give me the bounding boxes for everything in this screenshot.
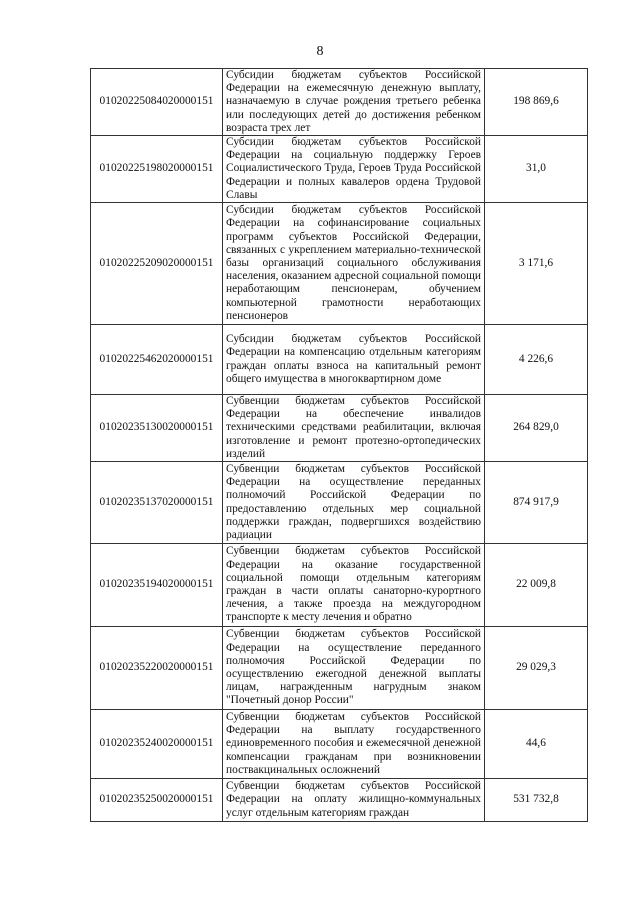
budget-code: 01020235240020000151 xyxy=(91,710,223,779)
table-row xyxy=(91,203,588,325)
budget-description: Субсидии бюджетам субъектов Российской Федерации на социальную поддержку Героев Социалистического Труда, Героев Труда Российской Федерации и полных кавалеров ордена Трудовой Славы xyxy=(223,136,485,203)
table-row xyxy=(91,627,588,710)
budget-code: 01020225084020000151 xyxy=(91,69,223,136)
budget-code: 01020225198020000151 xyxy=(91,136,223,203)
table-row xyxy=(91,710,588,779)
budget-description: Субвенции бюджетам субъектов Российской Федерации на оплату жилищно-коммунальных услуг отдельным категориям граждан xyxy=(223,779,485,822)
budget-amount: 264 829,0 xyxy=(485,395,588,462)
budget-description: Субсидии бюджетам субъектов Российской Федерации на компенсацию отдельным категориям граждан оплаты взноса на капитальный ремонт общего имущества в многоквартирном доме xyxy=(223,325,485,395)
budget-amount: 4 226,6 xyxy=(485,325,588,395)
budget-description: Субвенции бюджетам субъектов Российской Федерации на выплату государственного единовременного пособия и ежемесячной денежной компенсации гражданам при возникновении поствакцинальных осложнений xyxy=(223,710,485,779)
budget-amount: 44,6 xyxy=(485,710,588,779)
budget-code: 01020235250020000151 xyxy=(91,779,223,822)
table-row xyxy=(91,462,588,544)
table-row xyxy=(91,779,588,822)
table-row xyxy=(91,395,588,462)
budget-code: 01020235137020000151 xyxy=(91,462,223,544)
budget-code: 01020225209020000151 xyxy=(91,203,223,325)
budget-description: Субвенции бюджетам субъектов Российской Федерации на оказание государственной социальной помощи отдельным категориям граждан в части оплаты санаторно-курортного лечения, а также проезда на междугородном транспорте к месту лечения и обратно xyxy=(223,544,485,627)
table-row xyxy=(91,136,588,203)
budget-amount: 3 171,6 xyxy=(485,203,588,325)
budget-amount: 22 009,8 xyxy=(485,544,588,627)
budget-description: Субсидии бюджетам субъектов Российской Федерации на софинансирование социальных программ субъектов Российской Федерации, связанных с укреплением материально-технической базы организаций социального обслуживания населения, оказанием адресной социальной помощи неработающим пенсионерам, обучением компьютерной грамотности неработающих пенсионеров xyxy=(223,203,485,325)
budget-table xyxy=(90,68,588,822)
budget-description: Субвенции бюджетам субъектов Российской Федерации на осуществление переданного полномочия Российской Федерации по осуществлению ежегодной денежной выплаты лицам, награжденным нагрудным знаком "Почетный донор России" xyxy=(223,627,485,710)
table-row xyxy=(91,544,588,627)
budget-description: Субвенции бюджетам субъектов Российской Федерации на осуществление переданных полномочий Российской Федерации по предоставлению отдельных мер социальной поддержки граждан, подвергшихся воздействию радиации xyxy=(223,462,485,544)
budget-amount: 198 869,6 xyxy=(485,69,588,136)
page-number: 8 xyxy=(316,44,324,59)
budget-amount: 31,0 xyxy=(485,136,588,203)
table-row xyxy=(91,69,588,136)
budget-description: Субсидии бюджетам субъектов Российской Федерации на ежемесячную денежную выплату, назначаемую в случае рождения третьего ребенка или последующих детей до достижения ребенком возраста трех лет xyxy=(223,69,485,136)
budget-amount: 874 917,9 xyxy=(485,462,588,544)
budget-code: 01020235130020000151 xyxy=(91,395,223,462)
budget-table-body xyxy=(91,69,588,822)
budget-code: 01020235220020000151 xyxy=(91,627,223,710)
budget-amount: 531 732,8 xyxy=(485,779,588,822)
budget-amount: 29 029,3 xyxy=(485,627,588,710)
budget-description: Субвенции бюджетам субъектов Российской Федерации на обеспечение инвалидов техническими средствами реабилитации, включая изготовление и ремонт протезно-ортопедических изделий xyxy=(223,395,485,462)
budget-code: 01020235194020000151 xyxy=(91,544,223,627)
budget-code: 01020225462020000151 xyxy=(91,325,223,395)
table-row xyxy=(91,325,588,395)
